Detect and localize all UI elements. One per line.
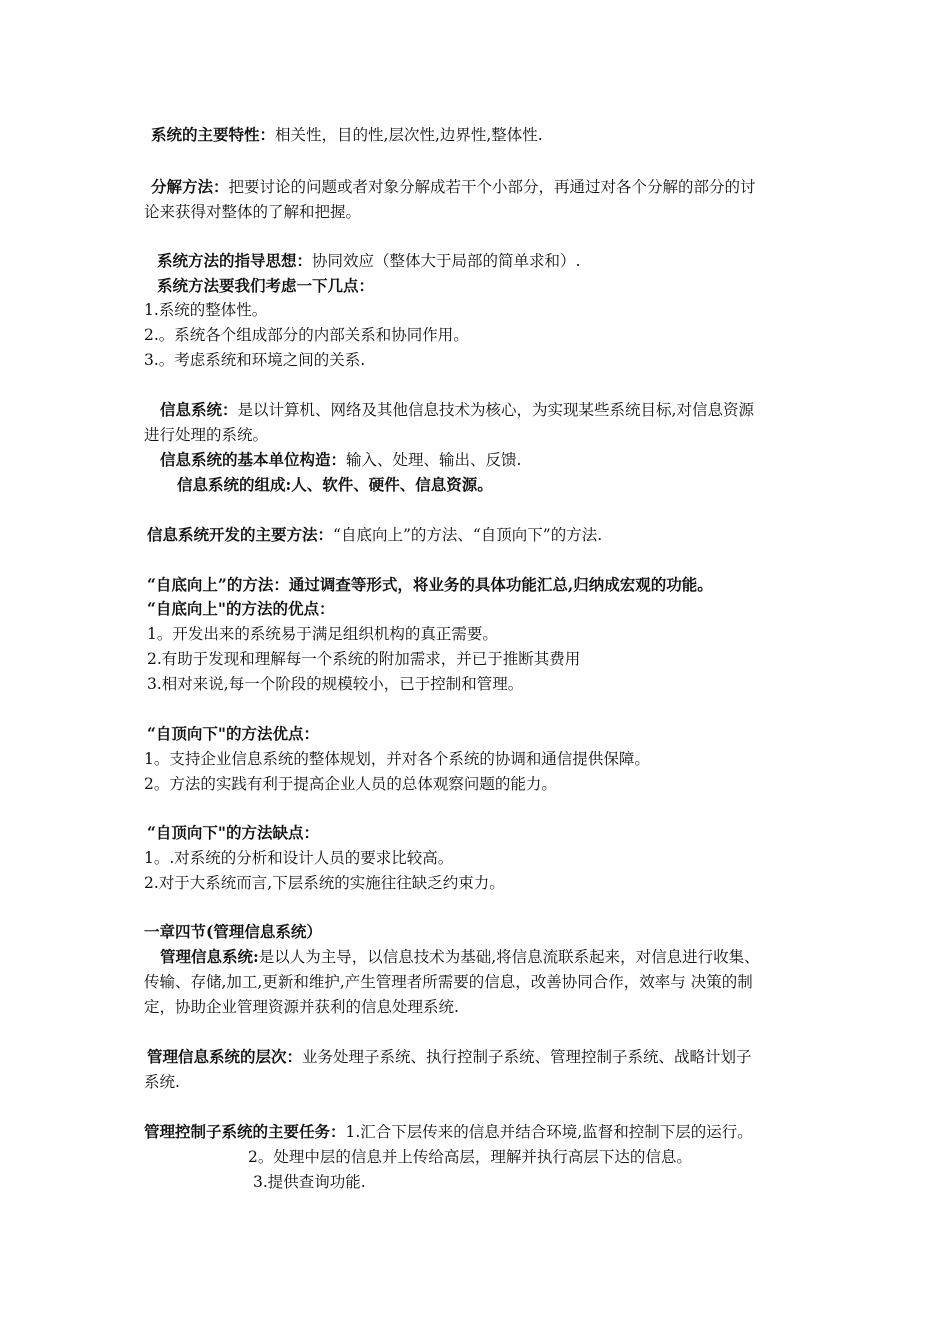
info-system-units-line: 信息系统的基本单位构造：输入、处理、输出、反馈. — [160, 450, 522, 469]
mis-definition-line: 管理信息系统:是以人为主导，以信息技术为基础,将信息流联系起来，对信息进行收集、 — [160, 947, 760, 966]
decomposition-method-line: 分解方法：把要讨论的问题或者对象分解成若干个小部分，再通过对各个分解的部分的讨 — [151, 177, 756, 196]
bottom-up-definition-line: “自底向上”的方法：通过调查等形式，将业务的具体功能汇总,归纳成宏观的功能。 — [147, 575, 713, 594]
list-item: 2。处理中层的信息并上传给高层，理解并执行高层下达的信息。 — [248, 1148, 692, 1166]
list-item: 2。方法的实践有利于提高企业人员的总体观察问题的能力。 — [144, 775, 557, 793]
mis-levels-line: 管理信息系统的层次：业务处理子系统、执行控制子系统、管理控制子系统、战略计划子 — [147, 1047, 752, 1066]
mis-definition-line-3: 定，协助企业管理资源并获利的信息处理系统. — [144, 998, 459, 1016]
list-item: 1.系统的整体性。 — [144, 301, 268, 319]
section-heading: 一章四节(管理信息系统） — [144, 922, 322, 941]
list-item: 3.。考虑系统和环境之间的关系. — [144, 351, 366, 369]
dev-methods-line: 信息系统开发的主要方法：“自底向上”的方法、“自顶向下”的方法. — [147, 525, 603, 544]
list-item: 3.提供查询功能. — [253, 1173, 366, 1191]
info-system-components-line: 信息系统的组成:人、软件、硬件、信息资源。 — [177, 475, 493, 494]
mis-levels-line-2: 系统. — [144, 1073, 180, 1091]
list-item: 2.有助于发现和理解每一个系统的附加需求，并已于推断其费用 — [147, 650, 581, 668]
mgmt-control-tasks-line: 管理控制子系统的主要任务：1.汇合下层传来的信息并结合环境,监督和控制下层的运行。 — [144, 1122, 753, 1141]
top-down-disadvantages-heading: “自顶向下"的方法缺点： — [147, 823, 319, 842]
info-system-line: 信息系统：是以计算机、网络及其他信息技术为核心，为实现某些系统目标,对信息资源 — [160, 400, 754, 419]
list-item: 1。开发出来的系统易于满足组织机构的真正需要。 — [147, 625, 498, 643]
consider-points-heading: 系统方法要我们考虑一下几点： — [157, 276, 375, 295]
info-system-line-2: 进行处理的系统。 — [144, 426, 269, 444]
list-item: 2.对于大系统而言,下层系统的实施往往缺乏约束力。 — [144, 874, 505, 892]
decomposition-method-line-2: 论来获得对整体的了解和把握。 — [144, 203, 362, 221]
list-item: 1。支持企业信息系统的整体规划，并对各个系统的协调和通信提供保障。 — [144, 750, 650, 768]
list-item: 3.相对来说,每一个阶段的规模较小，已于控制和管理。 — [147, 675, 524, 693]
bottom-up-advantages-heading: “自底向上"的方法的优点： — [147, 599, 335, 618]
top-down-advantages-heading: “自顶向下"的方法优点： — [147, 724, 319, 743]
system-features-line: 系统的主要特性：相关性，目的性,层次性,边界性,整体性. — [151, 125, 543, 144]
list-item: 1。.对系统的分析和设计人员的要求比较高。 — [144, 849, 454, 867]
mis-definition-line-2: 传输、存储,加工,更新和维护,产生管理者所需要的信息，改善协同合作，效率与 决策的制 — [144, 973, 753, 991]
list-item: 2.。系统各个组成部分的内部关系和协同作用。 — [144, 326, 469, 344]
guiding-idea-line: 系统方法的指导思想：协同效应（整体大于局部的简单求和）. — [157, 251, 581, 270]
